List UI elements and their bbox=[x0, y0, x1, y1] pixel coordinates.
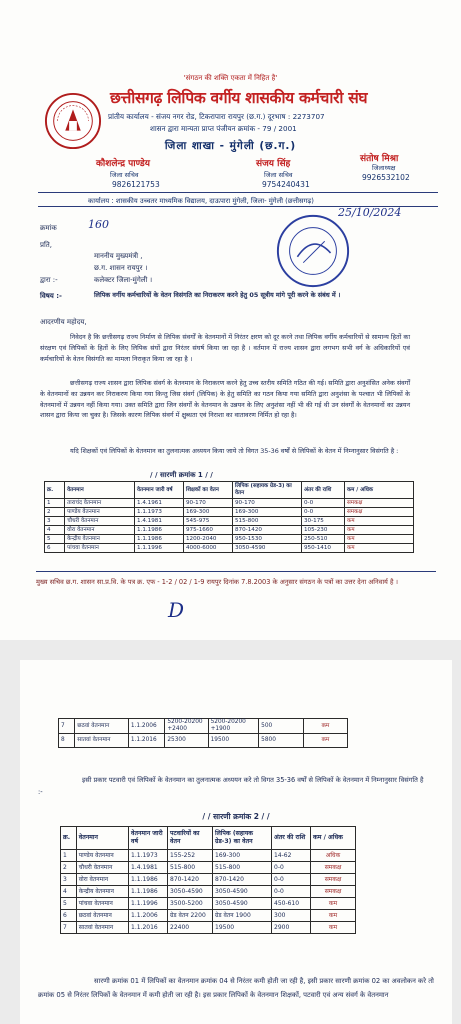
officer-3-role: जिलाध्यक्ष bbox=[372, 164, 396, 172]
cell-remark: समकक्ष bbox=[311, 886, 356, 898]
cell: 870-1420 bbox=[168, 874, 213, 886]
cell: 0-0 bbox=[272, 886, 311, 898]
cell: 870-1420 bbox=[213, 874, 272, 886]
cell: 90-170 bbox=[184, 499, 233, 508]
cell: 2900 bbox=[272, 922, 311, 934]
cell: 1 bbox=[61, 850, 77, 862]
cell-remark: कम bbox=[345, 535, 414, 544]
cell: 90-170 bbox=[233, 499, 302, 508]
paragraph-1: निवेदन है कि छत्तीसगढ़ राज्य निर्माण से लिपिक संवर्गों के वेतनमानों में निरंतर क्षरण को दूर करने तथा लिपिक वर्गीय कर्मचारियों से सामान्य हितों का संरक्षण एवं लिपिकों के हितों के लिए लिपिक संघों द्वारा निरंतर संघर्ष किया जा रहा है । वर्तमान में राज्य शासन द्वारा लगभग सभी वर्ग के अधिकारियों एवं कर्मचारियों के वेतन विसंगति का मामला निराकृत किया जा रहा है । bbox=[40, 333, 410, 363]
officer-2-name: संजय सिंह bbox=[256, 159, 291, 169]
salutation: आदरणीय महोदय, bbox=[40, 318, 87, 326]
column-header: कम / अधिक bbox=[345, 482, 414, 499]
cell: 3050-4590 bbox=[233, 544, 302, 553]
district-branch: जिला शाखा - मुंगेली (छ.ग.) bbox=[164, 140, 297, 152]
comparison-table-1 bbox=[44, 481, 414, 553]
officer-2-role: जिला सचिव bbox=[264, 171, 293, 179]
cell: चौधरी वेतनमान bbox=[65, 517, 135, 526]
cell: 1 bbox=[45, 499, 65, 508]
cell: 0-0 bbox=[302, 499, 345, 508]
table-row bbox=[45, 517, 414, 526]
header-divider bbox=[38, 192, 438, 193]
column-header: पटवारियों का वेतन bbox=[168, 827, 213, 850]
recipient-line-1: माननीय मुख्यमंत्री , bbox=[94, 252, 143, 260]
reference-number: 160 bbox=[88, 218, 109, 231]
cell: 1.1.1973 bbox=[129, 850, 168, 862]
officer-2-phone: 9754240431 bbox=[262, 180, 310, 189]
comparison-table-1-continued bbox=[58, 718, 348, 748]
cell: छठवां वेतनमान bbox=[75, 719, 129, 734]
column-header: अंतर की राशि bbox=[302, 482, 345, 499]
table-row bbox=[45, 499, 414, 508]
cell: केन्द्रीय वेतनमान bbox=[76, 886, 128, 898]
cell: 1.1.1996 bbox=[129, 898, 168, 910]
motto: 'संगठन की शक्ति एकता में निहित है' bbox=[183, 74, 278, 82]
address-line: प्रांतीय कार्यालय - संजय नगर रोड, टिकरापारा रायपुर (छ.ग.) दूरभाष : 2273707 bbox=[108, 112, 325, 121]
cell: ताराचंद वेतनमान bbox=[65, 499, 135, 508]
cell: 2 bbox=[45, 508, 65, 517]
cell: 14-62 bbox=[272, 850, 311, 862]
cell-remark: कम bbox=[311, 910, 356, 922]
cell-remark: समकक्ष bbox=[311, 862, 356, 874]
cell: 19500 bbox=[213, 922, 272, 934]
cell: 250-510 bbox=[302, 535, 345, 544]
table-2-title: / / सारणी क्रमांक 2 / / bbox=[202, 812, 270, 821]
cell: 30-175 bbox=[302, 517, 345, 526]
cell-remark: कम bbox=[303, 719, 347, 734]
cell: 300 bbox=[272, 910, 311, 922]
cell: 6 bbox=[61, 910, 77, 922]
table-2-intro: इसी प्रकार पटवारी एवं लिपिकों के वेतनमान का तुलनात्मक अध्ययन करे तो विगत 35-36 वर्षों से लिपिकों के वेतनमान में निम्नानुसार विसंगति है :- bbox=[38, 776, 424, 796]
cell: 3050-4590 bbox=[168, 886, 213, 898]
cell-remark: कम bbox=[303, 734, 347, 748]
cell: 500 bbox=[259, 719, 304, 734]
cell: 22400 bbox=[168, 922, 213, 934]
cell: 5800 bbox=[259, 734, 304, 748]
officer-3-phone: 9926532102 bbox=[362, 173, 410, 182]
cell: छठवां वेतनमान bbox=[76, 910, 128, 922]
table-1-title: / / सारणी क्रमांक 1 / / bbox=[150, 471, 213, 479]
table-row bbox=[61, 910, 356, 922]
cell: वोरा वेतनमान bbox=[76, 874, 128, 886]
cell: 7 bbox=[61, 922, 77, 934]
cell-remark: कम bbox=[311, 922, 356, 934]
cell: ग्रेड वेतन 1900 bbox=[213, 910, 272, 922]
table-row bbox=[61, 850, 356, 862]
column-header: क्र. bbox=[61, 827, 77, 850]
subject-label: विषय :- bbox=[40, 292, 62, 300]
cell: 25300 bbox=[165, 734, 208, 748]
cell: 515-800 bbox=[168, 862, 213, 874]
cell: 19500 bbox=[208, 734, 259, 748]
reference-label: क्रमांक bbox=[40, 224, 57, 232]
cell: 5 bbox=[45, 535, 65, 544]
comparison-table-2 bbox=[60, 826, 356, 934]
table-row bbox=[61, 886, 356, 898]
footer-divider bbox=[36, 571, 436, 572]
cell: 3 bbox=[45, 517, 65, 526]
column-header: वेतनमान bbox=[65, 482, 135, 499]
cell: 6 bbox=[45, 544, 65, 553]
table-row bbox=[59, 719, 348, 734]
cell: केन्द्रीय वेतनमान bbox=[65, 535, 135, 544]
cell: 169-300 bbox=[233, 508, 302, 517]
table-row bbox=[61, 862, 356, 874]
cell-remark: कम bbox=[311, 898, 356, 910]
cell: 1.1.2016 bbox=[129, 922, 168, 934]
cell: 3 bbox=[61, 874, 77, 886]
cell: 1.1.1986 bbox=[135, 526, 184, 535]
cell: 1.1.1973 bbox=[135, 508, 184, 517]
cell: 3500-5200 bbox=[168, 898, 213, 910]
table-row bbox=[61, 874, 356, 886]
cell: 4 bbox=[61, 886, 77, 898]
column-header: शिक्षकों का वेतन bbox=[184, 482, 233, 499]
cell: 515-800 bbox=[233, 517, 302, 526]
cell-remark: कम bbox=[345, 544, 414, 553]
column-header: लिपिक (सहायक ग्रेड-3) का वेतन bbox=[213, 827, 272, 850]
cell: सातवां वेतनमान bbox=[75, 734, 129, 748]
table-row bbox=[45, 508, 414, 517]
registration-line: शासन द्वारा मान्यता प्राप्त पंजीयन क्रमांक - 79 / 2001 bbox=[150, 124, 297, 133]
cell: 950-1530 bbox=[233, 535, 302, 544]
cell: 1.4.1981 bbox=[135, 517, 184, 526]
cell: 5 bbox=[61, 898, 77, 910]
cell-remark: अधिक bbox=[311, 850, 356, 862]
cell: 1.1.2006 bbox=[129, 910, 168, 922]
cell: 1.1.1996 bbox=[135, 544, 184, 553]
table-row bbox=[61, 922, 356, 934]
cell: 1.4.1981 bbox=[129, 862, 168, 874]
via-label: द्वारा :- bbox=[40, 276, 58, 284]
officer-3-name: संतोष मिश्रा bbox=[360, 154, 399, 164]
cell: 545-975 bbox=[184, 517, 233, 526]
cell: 1.1.1986 bbox=[129, 886, 168, 898]
column-header: कम / अधिक bbox=[311, 827, 356, 850]
letter-date: 25/10/2024 bbox=[338, 206, 402, 219]
signature-mark: D bbox=[168, 598, 185, 622]
cell: पांचवा वेतनमान bbox=[65, 544, 135, 553]
table-header-row bbox=[45, 482, 414, 499]
cell: 105-230 bbox=[302, 526, 345, 535]
officer-1-role: जिला सचिव bbox=[110, 171, 139, 179]
cell: पाण्डेय वेतनमान bbox=[76, 850, 128, 862]
officer-1-name: कौशलेन्द्र पाण्डेय bbox=[96, 159, 150, 169]
via-value: कलेक्टर जिला-मुंगेली । bbox=[94, 276, 153, 284]
cell: 1.1.1986 bbox=[129, 874, 168, 886]
cell: 0-0 bbox=[272, 874, 311, 886]
column-header: वेतनमान जारी वर्ष bbox=[135, 482, 184, 499]
column-header: लिपिक (सहायक ग्रेड-3) का वेतन bbox=[233, 482, 302, 499]
table-row bbox=[45, 526, 414, 535]
cell: 5200-20200 +1900 bbox=[208, 719, 259, 734]
to-label: प्रति, bbox=[40, 241, 53, 249]
cell: ग्रेड वेतन 2200 bbox=[168, 910, 213, 922]
table-header-row bbox=[61, 827, 356, 850]
cell: 4000-6000 bbox=[184, 544, 233, 553]
cell: 5200-20200 +2400 bbox=[165, 719, 208, 734]
cell: 0-0 bbox=[302, 508, 345, 517]
cell: 4 bbox=[45, 526, 65, 535]
paragraph-3: यदि शिक्षकों एवं लिपिकों के वेतनमान का तुलनात्मक अध्ययन किया जाये तो विगत 35-36 वर्षों से लिपिकों के वेतन में निम्नानुसार विसंगति है : bbox=[70, 447, 399, 455]
cell-remark: समकक्ष bbox=[345, 508, 414, 517]
cell: 450-610 bbox=[272, 898, 311, 910]
cell: 155-252 bbox=[168, 850, 213, 862]
recipient-line-2: छ.ग. शासन रायपुर । bbox=[94, 264, 148, 272]
cell-remark: समकक्ष bbox=[345, 499, 414, 508]
column-header: वेतनमान जारी वर्ष bbox=[129, 827, 168, 850]
organization-name: छत्तीसगढ़ लिपिक वर्गीय शासकीय कर्मचारी संघ bbox=[110, 89, 368, 107]
cell: पांचवा वेतनमान bbox=[76, 898, 128, 910]
letter-page-2 bbox=[20, 660, 452, 1024]
column-header: अंतर की राशि bbox=[272, 827, 311, 850]
cell: 870-1420 bbox=[233, 526, 302, 535]
cell: सातवां वेतनमान bbox=[76, 922, 128, 934]
paragraph-2: छत्तीसगढ़ राज्य शासन द्वारा लिपिक संवर्ग के वेतनमान के निराकरण करने हेतु उच्च स्तरीय समिति गठित की गई। समिति द्वारा अनुशंसित अनेक संवर्गों के वेतनमानों का उन्नयन कर निराकरण किया गया किन्तु जिस संवर्ग (लिपिक) के हेतु समिति का गठन किया गया समिति द्वारा अनुशंसा के पश्चात भी लिपिकों के वेतनमानों में उन्नयन नहीं किया गया। उक्त समिति द्वारा जिन संवर्गों के वेतनमान के उन्नयन के लिए अनुशंसा नहीं भी की गई थी उन संवर्गों के वेतनमानों का उन्नयन शासन द्वारा किया जा चुका है। जिसके कारण लिपिक संवर्ग में क्षुब्धता एवं निराशा का वातावरण निर्मित हो रहा है। bbox=[40, 379, 410, 420]
subject-text: लिपिक वर्गीय कर्मचारियों के वेतन विसंगति का निराकरण करने हेतु 05 सूत्रीय मांगे पूरी करने के संबंध में । bbox=[94, 291, 341, 299]
cell: पाण्डेय वेतनमान bbox=[65, 508, 135, 517]
cell: 2 bbox=[61, 862, 77, 874]
cell: 515-800 bbox=[213, 862, 272, 874]
footer-note: मुख्य सचिव छ.ग. शासन सा.प्र.वि. के पत्र क्र. एफ - 1-2 / 02 / 1-9 रायपुर दिनांक 7.8.2003 के अनुसार संगठन के पत्रों का उत्तर देना अनिवार्य है । bbox=[36, 578, 399, 586]
cell-remark: कम bbox=[345, 517, 414, 526]
table-row bbox=[45, 535, 414, 544]
cell: 1.1.2006 bbox=[128, 719, 164, 734]
office-address: कार्यालय : शासकीय उच्चतर माध्यमिक विद्यालय, दाऊपारा मुंगेली, जिला- मुंगेली (छत्तीसगढ़) bbox=[88, 197, 314, 205]
cell: चौधरी वेतनमान bbox=[76, 862, 128, 874]
cell: 3050-4590 bbox=[213, 898, 272, 910]
cell: 1.1.2016 bbox=[128, 734, 164, 748]
cell-remark: समकक्ष bbox=[311, 874, 356, 886]
cell: 7 bbox=[59, 719, 75, 734]
cell-remark: कम bbox=[345, 526, 414, 535]
cell: 1200-2040 bbox=[184, 535, 233, 544]
cell: 169-300 bbox=[184, 508, 233, 517]
column-header: क्र. bbox=[45, 482, 65, 499]
cell: 8 bbox=[59, 734, 75, 748]
official-stamp-icon bbox=[274, 212, 352, 290]
cell: 975-1660 bbox=[184, 526, 233, 535]
table-row bbox=[45, 544, 414, 553]
closing-paragraph: सारणी क्रमांक 01 में लिपिकों का वेतनमान क्रमांक 04 से निरंतर कमी होती जा रही है, इसी प्रकार सारणी क्रमांक 02 का अवलोकन करे तो क्रमांक 05 से निरंतर लिपिकों के वेतनमान में कमी होती जा रही है। इस प्रकार लिपिकों के वेतनमान शिक्षकों, पटवारी एवं अन्य संवर्ग के वेतनमान bbox=[38, 977, 434, 999]
column-header: वेतनमान bbox=[76, 827, 128, 850]
cell: 1.1.1986 bbox=[135, 535, 184, 544]
cell: 1.4.1961 bbox=[135, 499, 184, 508]
cell: 169-300 bbox=[213, 850, 272, 862]
table-row bbox=[61, 898, 356, 910]
cell: 950-1410 bbox=[302, 544, 345, 553]
officer-1-phone: 9826121753 bbox=[112, 180, 160, 189]
cell: 3050-4590 bbox=[213, 886, 272, 898]
cell: 0-0 bbox=[272, 862, 311, 874]
cell: वोरा वेतनमान bbox=[65, 526, 135, 535]
table-row bbox=[59, 734, 348, 748]
